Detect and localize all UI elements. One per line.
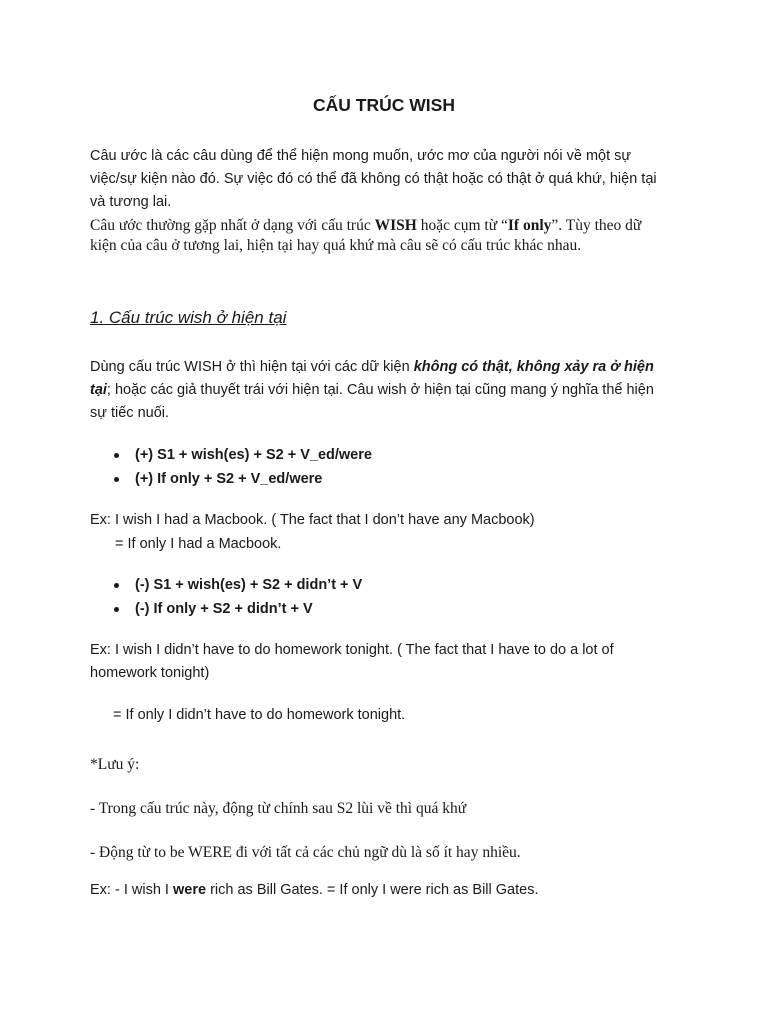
negative-structure-list xyxy=(90,573,362,621)
desc-text-a: Dùng cấu trúc WISH ở thì hiện tại với các dữ kiện xyxy=(90,359,414,375)
note-title: *Lưu ý: xyxy=(90,756,140,773)
section-1-desc-line-2 xyxy=(90,379,690,402)
section-1-desc-line-3: sự tiếc nuối. xyxy=(90,405,170,421)
intro-line-5: kiện của câu ở tương lai, hiện tại hay quá khứ mà câu sẽ có cấu trúc khác nhau. xyxy=(90,237,582,254)
bullet-icon xyxy=(114,453,119,458)
bullet-icon xyxy=(114,607,119,612)
intro-line-2: việc/sự kiện nào đó. Sự việc đó có thể đã không có thật hoặc có thật ở quá khứ, hiện tại xyxy=(90,171,657,187)
list-item xyxy=(90,597,362,621)
intro-wish-keyword: WISH xyxy=(374,217,417,234)
intro-line-4-text-c: ”. Tùy theo dữ xyxy=(551,217,642,234)
list-item-text: (-) S1 + wish(es) + S2 + didn’t + V xyxy=(135,577,363,593)
desc-text-b: ; hoặc các giả thuyết trái với hiện tại. Câu wish ở hiện tại cũng mang ý nghĩa thể hiện xyxy=(106,382,654,398)
list-item xyxy=(90,443,372,467)
example-3-text-b: rich as Bill Gates. = If only I were rich as Bill Gates. xyxy=(206,882,539,898)
note-1: - Trong cấu trúc này, động từ chính sau S2 lùi về thì quá khứ xyxy=(90,800,467,817)
list-item-text: (+) If only + S2 + V_ed/were xyxy=(135,471,323,487)
example-1-line-1: Ex: I wish I had a Macbook. ( The fact that I don’t have any Macbook) xyxy=(90,512,535,528)
list-item xyxy=(90,573,362,597)
intro-line-3: và tương lai. xyxy=(90,194,172,210)
intro-line-4 xyxy=(90,215,690,236)
document-title: CẤU TRÚC WISH xyxy=(313,95,455,115)
example-1-line-2: = If only I had a Macbook. xyxy=(115,536,282,552)
bullet-icon xyxy=(114,583,119,588)
desc-emphasis-2: tại xyxy=(90,382,107,398)
bullet-icon xyxy=(114,477,119,482)
example-3 xyxy=(90,879,690,902)
intro-ifonly-keyword: If only xyxy=(507,217,552,234)
example-3-text-a: Ex: - I wish I xyxy=(90,882,173,898)
list-item-text: (-) If only + S2 + didn’t + V xyxy=(135,601,313,617)
note-2: - Động từ to be WERE đi với tất cả các chủ ngữ dù là số ít hay nhiều. xyxy=(90,844,521,861)
section-1-heading: 1. Cấu trúc wish ở hiện tại xyxy=(90,308,287,327)
intro-line-4-text-b: hoặc cụm từ “ xyxy=(416,217,508,234)
example-2-line-2: homework tonight) xyxy=(90,665,210,681)
positive-structure-list xyxy=(90,443,372,491)
list-item xyxy=(90,467,372,491)
section-1-desc-line-1 xyxy=(90,356,690,379)
list-item-text: (+) S1 + wish(es) + S2 + V_ed/were xyxy=(135,447,372,463)
desc-emphasis-1: không có thật, không xảy ra ở hiện xyxy=(413,359,654,375)
intro-line-1: Câu ước là các câu dùng để thể hiện mong muốn, ước mơ của người nói về một sự xyxy=(90,148,632,164)
example-2-line-1: Ex: I wish I didn’t have to do homework tonight. ( The fact that I have to do a lot of xyxy=(90,642,614,658)
intro-line-4-text-a: Câu ước thường gặp nhất ở dạng với cấu trúc xyxy=(90,217,375,234)
example-3-emphasis: were xyxy=(173,882,207,898)
example-2-line-3: = If only I didn’t have to do homework tonight. xyxy=(113,707,406,723)
